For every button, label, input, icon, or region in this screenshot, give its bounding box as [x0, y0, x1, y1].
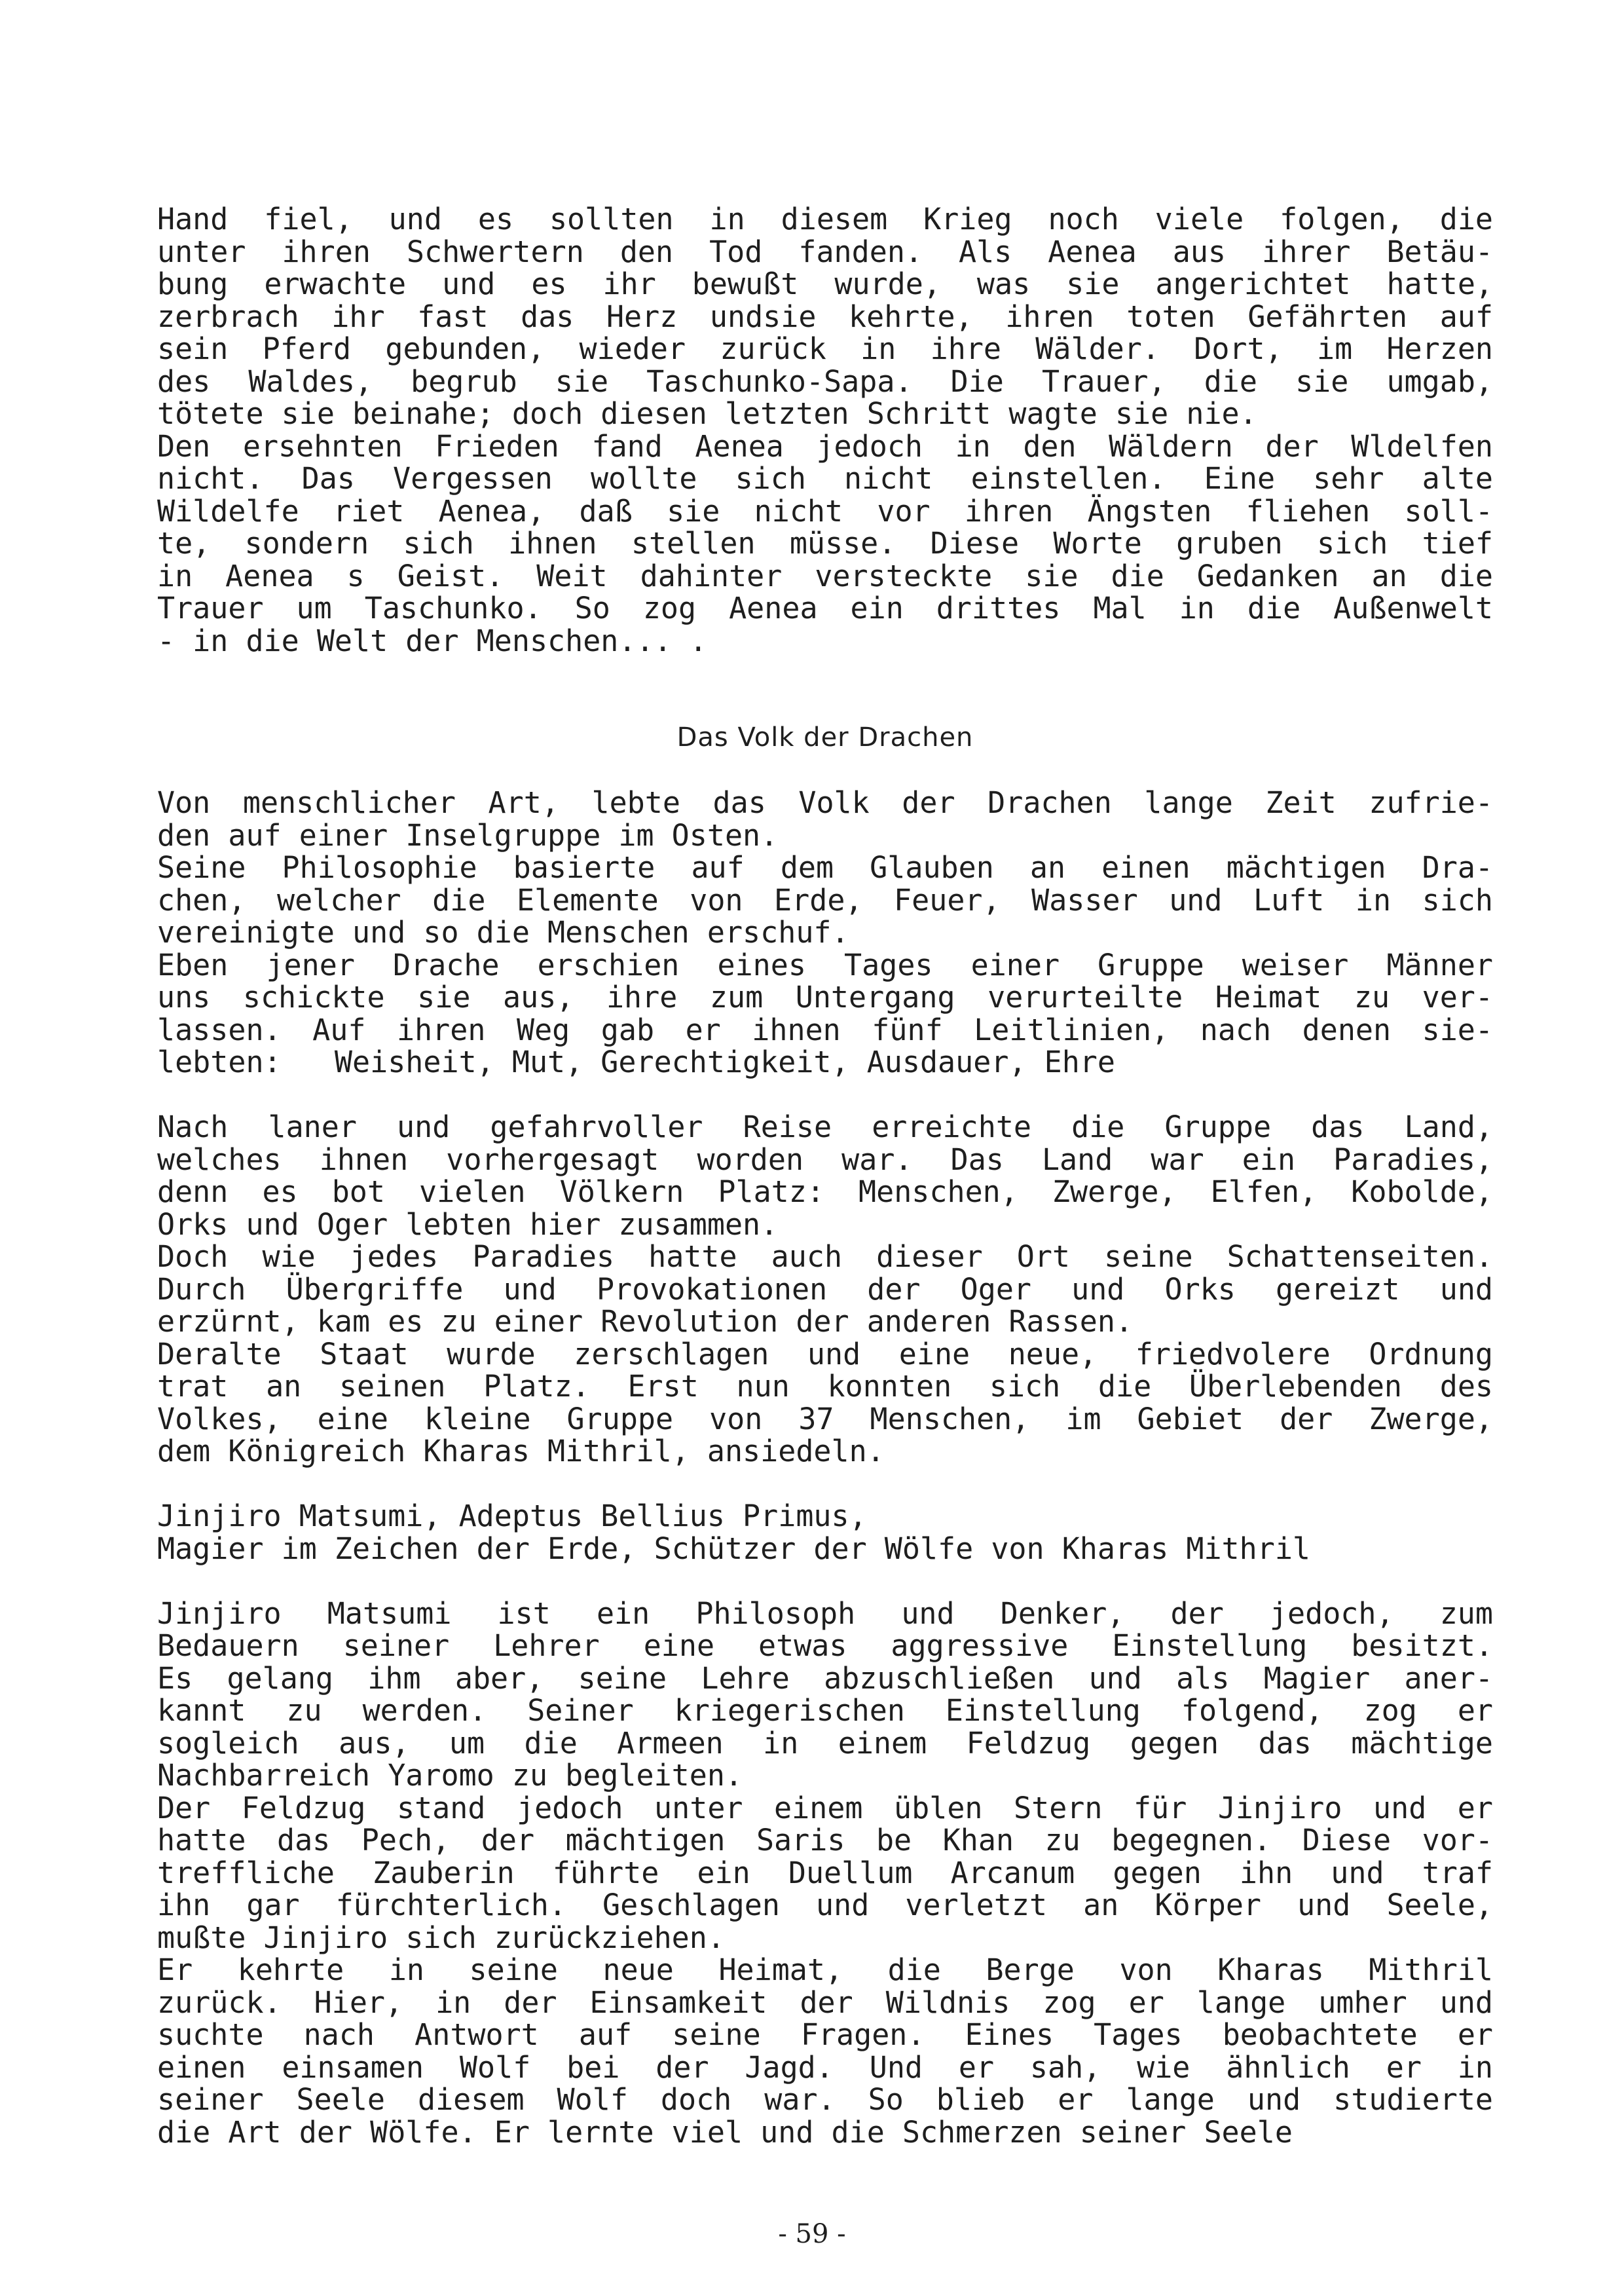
- text-line: Er kehrte in seine neue Heimat, die Berge von Kharas Mithril: [157, 1952, 1493, 1987]
- spacer: [157, 1468, 1493, 1501]
- text-line: seiner Seele diesem Wolf doch war. So blieb er lange und studierte: [157, 2082, 1493, 2117]
- text-line: Deralte Staat wurde zerschlagen und eine neue, friedvolere Ordnung: [157, 1336, 1493, 1371]
- text-line: hatte das Pech, der mächtigen Saris be Khan zu begegnen. Diese vor-: [157, 1823, 1493, 1857]
- heading-line: Jinjiro Matsumi, Adeptus Bellius Primus,: [157, 1499, 867, 1533]
- text-line: welches ihnen vorhergesagt worden war. Das Land war ein Paradies,: [157, 1142, 1493, 1177]
- text-line: Der Feldzug stand jedoch unter einem üblen Stern für Jinjiro und er: [157, 1790, 1493, 1825]
- journey-text: [157, 1111, 1493, 1468]
- text-line: treffliche Zauberin führte ein Duellum Arcanum gegen ihn und traf: [157, 1855, 1493, 1890]
- text-line: bung erwachte und es ihr bewußt wurde, was sie angerichtet hatte,: [157, 267, 1493, 301]
- text-line: erzürnt, kam es zu einer Revolution der anderen Rassen.: [157, 1304, 1134, 1339]
- character-heading: [157, 1500, 1493, 1565]
- text-line: Hand fiel, und es sollten in diesem Krieg noch viele folgen, die: [157, 202, 1493, 236]
- text-line: lassen. Auf ihren Weg gab er ihnen fünf Leitlinien, nach denen sie-: [157, 1012, 1493, 1047]
- text-line: unter ihren Schwertern den Tod fanden. Als Aenea aus ihrer Betäu-: [157, 234, 1493, 269]
- text-line: Seine Philosophie basierte auf dem Glauben an einen mächtigen Dra-: [157, 850, 1493, 885]
- text-line: denn es bot vielen Völkern Platz: Menschen, Zwerge, Elfen, Kobolde,: [157, 1174, 1493, 1209]
- text-line: Orks und Oger lebten hier zusammen.: [157, 1206, 779, 1242]
- text-line: lebten: Weisheit, Mut, Gerechtigkeit, Ausdauer, Ehre: [157, 1045, 1115, 1079]
- document-body: [157, 203, 1493, 2148]
- text-line: in Aenea s Geist. Weit dahinter versteckte sie die Gedanken an die: [157, 558, 1493, 593]
- text-line: vereinigte und so die Menschen erschuf.: [157, 915, 849, 950]
- text-line: mußte Jinjiro sich zurückziehen.: [157, 1920, 725, 1955]
- text-line: tötete sie beinahe; doch diesen letzten Schritt wagte sie nie.: [157, 396, 1257, 431]
- page-number: - 59 -: [778, 2219, 846, 2249]
- spacer: [157, 755, 1493, 787]
- text-line: Bedauern seiner Lehrer eine etwas aggressive Einstellung besitzt.: [157, 1628, 1493, 1663]
- text-line: kannt zu werden. Seiner kriegerischen Einstellung folgend, zog er: [157, 1693, 1493, 1728]
- text-line: - in die Welt der Menschen... .: [157, 623, 707, 658]
- text-line: sogleich aus, um die Armeen in einem Feldzug gegen das mächtige: [157, 1725, 1493, 1761]
- intro-text: [157, 203, 1493, 657]
- heading-line: Magier im Zeichen der Erde, Schützer der Wölfe von Kharas Mithril: [157, 1531, 1310, 1566]
- dragon-people-text: [157, 787, 1493, 1079]
- text-line: Volkes, eine kleine Gruppe von 37 Menschen, im Gebiet der Zwerge,: [157, 1401, 1493, 1436]
- spacer: [157, 1079, 1493, 1111]
- text-line: Jinjiro Matsumi ist ein Philosoph und Denker, der jedoch, zum: [157, 1595, 1493, 1631]
- text-line: chen, welcher die Elemente von Erde, Feuer, Wasser und Luft in sich: [157, 882, 1493, 918]
- text-line: zerbrach ihr fast das Herz undsie kehrte, ihren toten Gefährten auf: [157, 299, 1493, 334]
- text-line: des Waldes, begrub sie Taschunko-Sapa. Die Trauer, die sie umgab,: [157, 364, 1493, 399]
- text-line: Trauer um Taschunko. So zog Aenea ein drittes Mal in die Außenwelt: [157, 591, 1493, 625]
- text-line: nicht. Das Vergessen wollte sich nicht einstellen. Eine sehr alte: [157, 461, 1493, 496]
- text-line: den auf einer Inselgruppe im Osten.: [157, 817, 779, 853]
- spacer: [157, 657, 1493, 722]
- text-line: dem Königreich Kharas Mithril, ansiedeln.: [157, 1434, 885, 1468]
- text-line: Den ersehnten Frieden fand Aenea jedoch in den Wäldern der Wldelfen: [157, 428, 1493, 464]
- text-line: trat an seinen Platz. Erst nun konnten sich die Überlebenden des: [157, 1369, 1493, 1404]
- text-line: Es gelang ihm aber, seine Lehre abzuschließen und als Magier aner-: [157, 1660, 1493, 1696]
- text-line: Wildelfe riet Aenea, daß sie nicht vor ihren Ängsten fliehen soll-: [157, 493, 1493, 529]
- text-line: die Art der Wölfe. Er lernte viel und die Schmerzen seiner Seele: [157, 2114, 1293, 2150]
- text-line: Doch wie jedes Paradies hatte auch dieser Ort seine Schattenseiten.: [157, 1239, 1493, 1274]
- text-line: ihn gar fürchterlich. Geschlagen und verletzt an Körper und Seele,: [157, 1888, 1493, 1922]
- text-line: Durch Übergriffe und Provokationen der Oger und Orks gereizt und: [157, 1271, 1493, 1307]
- spacer: [157, 1565, 1493, 1597]
- text-line: Von menschlicher Art, lebte das Volk der Drachen lange Zeit zufrie-: [157, 785, 1493, 820]
- text-line: Nachbarreich Yaromo zu begleiten.: [157, 1758, 743, 1793]
- text-line: Nach laner und gefahrvoller Reise erreichte die Gruppe das Land,: [157, 1110, 1493, 1144]
- text-line: suchte nach Antwort auf seine Fragen. Eines Tages beobachtete er: [157, 2017, 1493, 2052]
- text-line: zurück. Hier, in der Einsamkeit der Wildnis zog er lange umher und: [157, 1985, 1493, 2020]
- text-line: einen einsamen Wolf bei der Jagd. Und er sah, wie ähnlich er in: [157, 2049, 1493, 2085]
- text-line: sein Pferd gebunden, wieder zurück in ihre Wälder. Dort, im Herzen: [157, 331, 1493, 366]
- section-title: Das Volk der Drachen: [676, 722, 974, 753]
- text-line: Eben jener Drache erschien eines Tages einer Gruppe weiser Männer: [157, 947, 1493, 982]
- text-line: te, sondern sich ihnen stellen müsse. Diese Worte gruben sich tief: [157, 526, 1493, 561]
- character-text: [157, 1597, 1493, 2149]
- text-line: uns schickte sie aus, ihre zum Untergang verurteilte Heimat zu ver-: [157, 980, 1493, 1015]
